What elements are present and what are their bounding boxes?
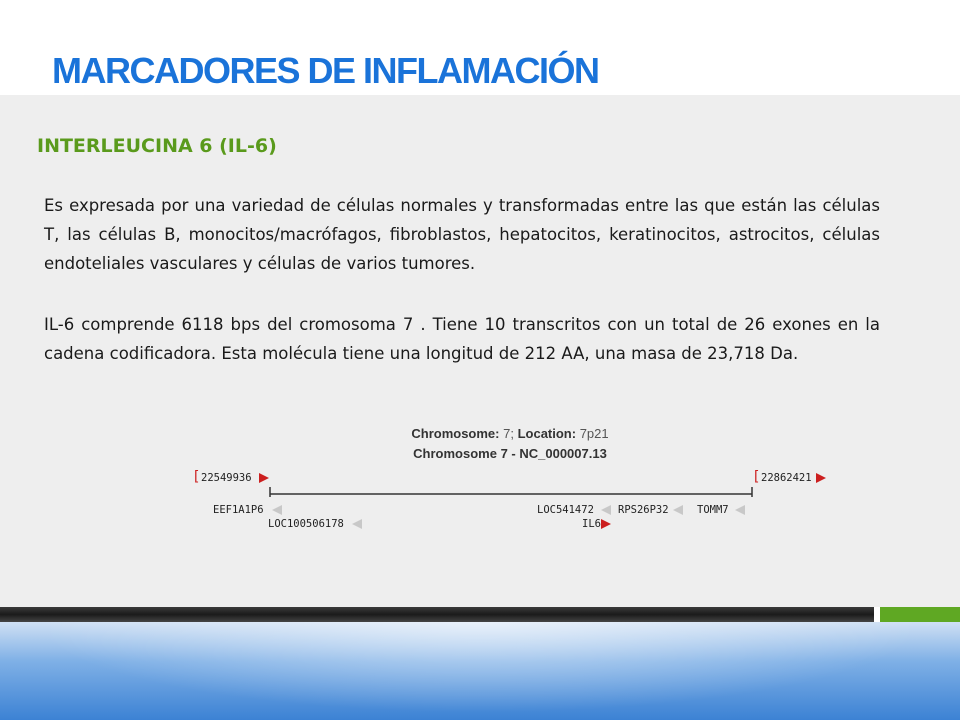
loc541472-reverse-arrow-icon	[601, 505, 613, 515]
il6-forward-arrow-icon	[601, 519, 613, 529]
chromosome-axis	[268, 486, 754, 498]
right-bracket: [	[752, 469, 761, 485]
rps26p32-reverse-arrow-icon	[673, 505, 685, 515]
end-coordinate: 22862421	[761, 472, 812, 484]
left-bracket: [	[192, 469, 201, 485]
decorative-green-band	[880, 607, 960, 622]
tomm7-reverse-arrow-icon	[735, 505, 747, 515]
gene-map-figure	[190, 420, 830, 540]
start-coordinate: 22549936	[201, 472, 252, 484]
location-label: Location:	[517, 426, 577, 441]
gene-eef1a1p6: EEF1A1P6	[213, 504, 264, 516]
gene-tomm7: TOMM7	[697, 504, 729, 516]
gene-il6: IL6	[582, 518, 601, 530]
section-subtitle: INTERLEUCINA 6 (IL-6)	[37, 135, 277, 157]
gene-rps26p32: RPS26P32	[618, 504, 669, 516]
gene-loc100506178: LOC100506178	[268, 518, 344, 530]
loc100506178-reverse-arrow-icon	[352, 519, 364, 529]
paragraph-gene-info: IL-6 comprende 6118 bps del cromosoma 7 . Tiene 10 transcritos con un total de 26 exones en la cadena codificadora. Esta molécula tiene una longitud de 212 AA, una masa de 23,718 Da.	[44, 315, 880, 363]
decorative-dark-band	[0, 607, 874, 622]
paragraph-expression: Es expresada por una variedad de células normales y transformadas entre las que están las células T, las células B, monocitos/macrófagos, fibroblastos, hepatocitos, keratinocitos, astrocitos, células endoteliales vasculares y células de varios tumores.	[44, 196, 880, 273]
footer-glow	[0, 622, 960, 720]
gene-loc541472: LOC541472	[537, 504, 594, 516]
start-forward-arrow-icon	[259, 473, 270, 484]
chromosome-value: 7;	[503, 426, 514, 441]
eef1a1p6-reverse-arrow-icon	[272, 505, 284, 515]
slide-title: MARCADORES DE INFLAMACIÓN	[52, 50, 599, 91]
figure-caption-location	[190, 426, 830, 441]
location-value: 7p21	[579, 426, 609, 441]
figure-caption-chromosome: Chromosome 7 - NC_000007.13	[413, 446, 607, 461]
chromosome-label: Chromosome:	[411, 426, 500, 441]
end-forward-arrow-icon	[816, 473, 827, 484]
